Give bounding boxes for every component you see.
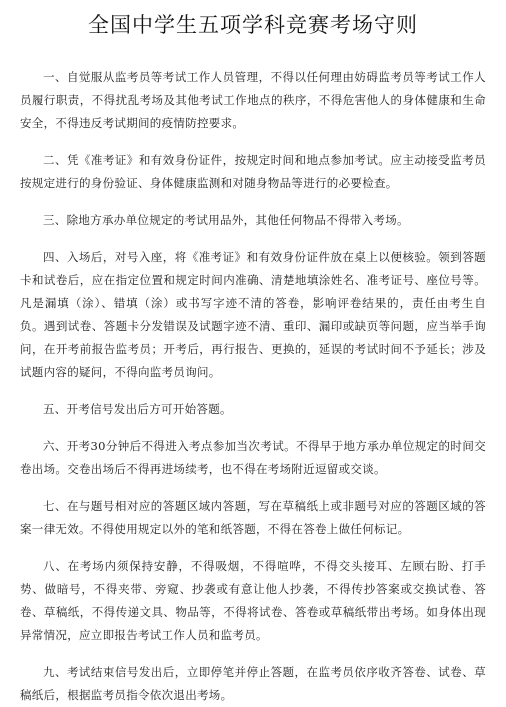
rule-paragraph-5: 五、开考信号发出后方可开始答题。 [43,402,232,416]
rule-paragraph-1: 一、自觉服从监考员等考试工作人员管理，不得以任何理由妨碍监考员等考试工作人员履行职责，不得扰乱考场及其他考试工作地点的秩序，不得危害他人的身体健康和生命安全，不得违反考试期间的疫情防控要求。 [20,70,486,130]
rule-paragraph-9: 九、考试结束信号发出后，立即停笔并停止答题，在监考员依序收齐答卷、试卷、草稿纸后，根据监考员指令依次退出考场。 [20,665,486,702]
rule-paragraph-8: 八、在考场内须保持安静，不得吸烟，不得喧哗，不得交头接耳、左顾右盼、打手势、做暗号，不得夹带、旁窥、抄袭或有意让他人抄袭，不得传抄答案或交换试卷、答卷、草稿纸，不得传递文具、物品等，不得将试卷、答卷或草稿纸带出考场。如身体出现异常情况，应立即报告考试工作人员和监考员。 [20,559,486,642]
rule-paragraph-2: 二、凭《准考证》和有效身份证件，按规定时间和地点参加考试。应主动接受监考员按规定进行的身份验证、身体健康监测和对随身物品等进行的必要检查。 [20,153,486,190]
rule-paragraph-7: 七、在与题号相对应的答题区域内答题，写在草稿纸上或非题号对应的答题区域的答案一律无效。不得使用规定以外的笔和纸答题，不得在答卷上做任何标记。 [20,499,486,536]
rule-paragraph-4: 四、入场后，对号入座，将《准考证》和有效身份证件放在桌上以便核验。领到答题卡和试卷后，应在指定位置和规定时间内准确、清楚地填涂姓名、准考证号、座位号等。凡是漏填（涂）、错填（涂）或书写字迹不清的答卷，影响评卷结果的，责任由考生自负。遇到试卷、答题卡分发错误及试题字迹不清、重印、漏印或缺页等问题，应当举手询问，在开考前报告监考员；开考后，再行报告、更换的，延误的考试时间不予延长；涉及试题内容的疑问，不得向监考员询问。 [20,250,486,379]
document-title: 全国中学生五项学科竞赛考场守则 [88,13,418,37]
rule-paragraph-6: 六、开考30分钟后不得进入考点参加当次考试。不得早于地方承办单位规定的时间交卷出场。交卷出场后不得再进场续考，也不得在考场附近逗留或交谈。 [20,439,486,476]
rule-paragraph-3: 三、除地方承办单位规定的考试用品外，其他任何物品不得带入考场。 [43,213,409,227]
